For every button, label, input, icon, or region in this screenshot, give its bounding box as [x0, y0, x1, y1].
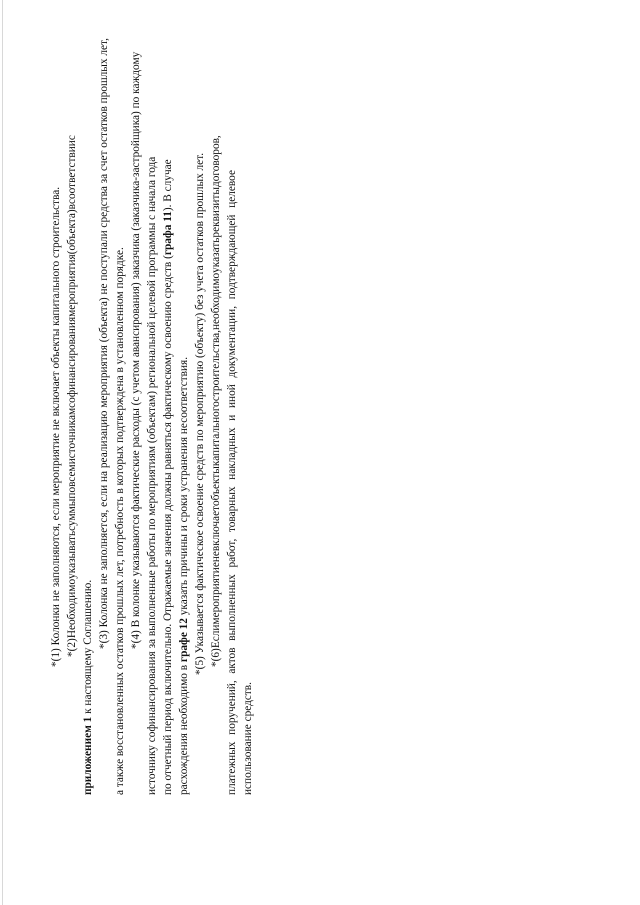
word: необходимо: [210, 272, 222, 331]
word: указывать: [66, 530, 78, 579]
footnote-6-line-2: [224, 170, 240, 795]
footnote-4-line-3-a: по отчетный период включительно. Отражаемые значения должны равняться фактическому освоению средств (: [162, 255, 174, 795]
footnote-6-line-1: [208, 135, 224, 795]
word: товарных: [226, 486, 238, 532]
footnote-3-line-2: а также восстановленных остатков прошлых лет, потребность в которых подтверждена в установленном порядке.: [114, 247, 126, 795]
word: реквизиты: [210, 187, 222, 238]
word: и: [226, 414, 238, 421]
word: источникам: [66, 407, 78, 465]
word: указать: [210, 237, 222, 273]
word: актов: [226, 647, 238, 674]
word: документации,: [226, 305, 238, 378]
word: не: [210, 551, 222, 563]
word: Если: [210, 624, 222, 649]
word: (объекта): [66, 209, 78, 255]
footnote-6-line-3: использование средств.: [242, 682, 254, 795]
footnote-5-line-1: *(5) Указывается фактическое освоение средств по мероприятию (объекту) без учета остатков прошлых лет.: [194, 152, 206, 675]
footnote-4-line-2: источнику софинансирования за выполненные работы по мероприятиям (объектам) региональной целевой программы с начала года: [146, 156, 158, 795]
word: работ,: [226, 538, 238, 568]
footnote-1-line-1: *(1) Колонки не заполняются, если мероприятие не включает объекты капитального строительства.: [50, 186, 62, 667]
word: в: [66, 203, 78, 210]
word: накладных: [226, 427, 238, 480]
word: иной: [226, 384, 238, 408]
footnote-3-line-1: *(3) Колонка не заполняется, если на реализацию мероприятия (объекта) не поступали средства за счет остатков прошлых лет,: [98, 38, 110, 649]
word: мероприятие: [210, 562, 222, 625]
word: включает: [210, 505, 222, 552]
word: платежных: [226, 741, 238, 795]
word: соответствии: [66, 140, 78, 204]
footnote-4-line-3-b: ). В случае: [162, 159, 174, 212]
footnote-2-line-1: [64, 135, 80, 795]
footnote-4-line-3: [160, 159, 176, 795]
annex-reference: приложением 1: [82, 716, 94, 795]
word: поручений,: [226, 680, 238, 735]
footnotes-block: [48, 38, 256, 795]
footnote-4-line-4-a: расхождения необходимо в: [178, 662, 190, 795]
word: подтверждающей: [226, 214, 238, 300]
column-12-reference: графе 12: [178, 618, 190, 663]
word: по: [66, 486, 78, 499]
word: договоров,: [210, 135, 222, 187]
word: капитального: [210, 401, 222, 467]
word: Необходимо: [66, 578, 78, 639]
scan-edge-line: [2, 0, 3, 905]
footnote-4-line-4: [176, 170, 192, 795]
footnote-2-line-2: [80, 170, 96, 795]
footnote-2-line-2-rest: к настоящему Соглашению.: [82, 579, 94, 717]
word: с: [66, 135, 78, 141]
word: *(2): [66, 638, 78, 657]
word: целевое: [226, 170, 238, 208]
word: суммы: [66, 498, 78, 531]
footnote-4-line-1: *(4) В колонке указываются фактические расходы (с учетом авансирования) заказчика (заказчика-застройщика) по каждому: [130, 51, 142, 649]
footnote-4-line-4-b: указать причины и сроки устранения несоответствия.: [178, 356, 190, 619]
word: софинансирования: [66, 316, 78, 408]
word: выполненных: [226, 574, 238, 641]
word: строительства,: [210, 330, 222, 402]
word: мероприятия: [66, 254, 78, 317]
word: объекты: [210, 466, 222, 506]
word: всем: [66, 464, 78, 487]
word: *(6): [210, 648, 222, 667]
column-11-reference: графа 11: [162, 211, 174, 256]
